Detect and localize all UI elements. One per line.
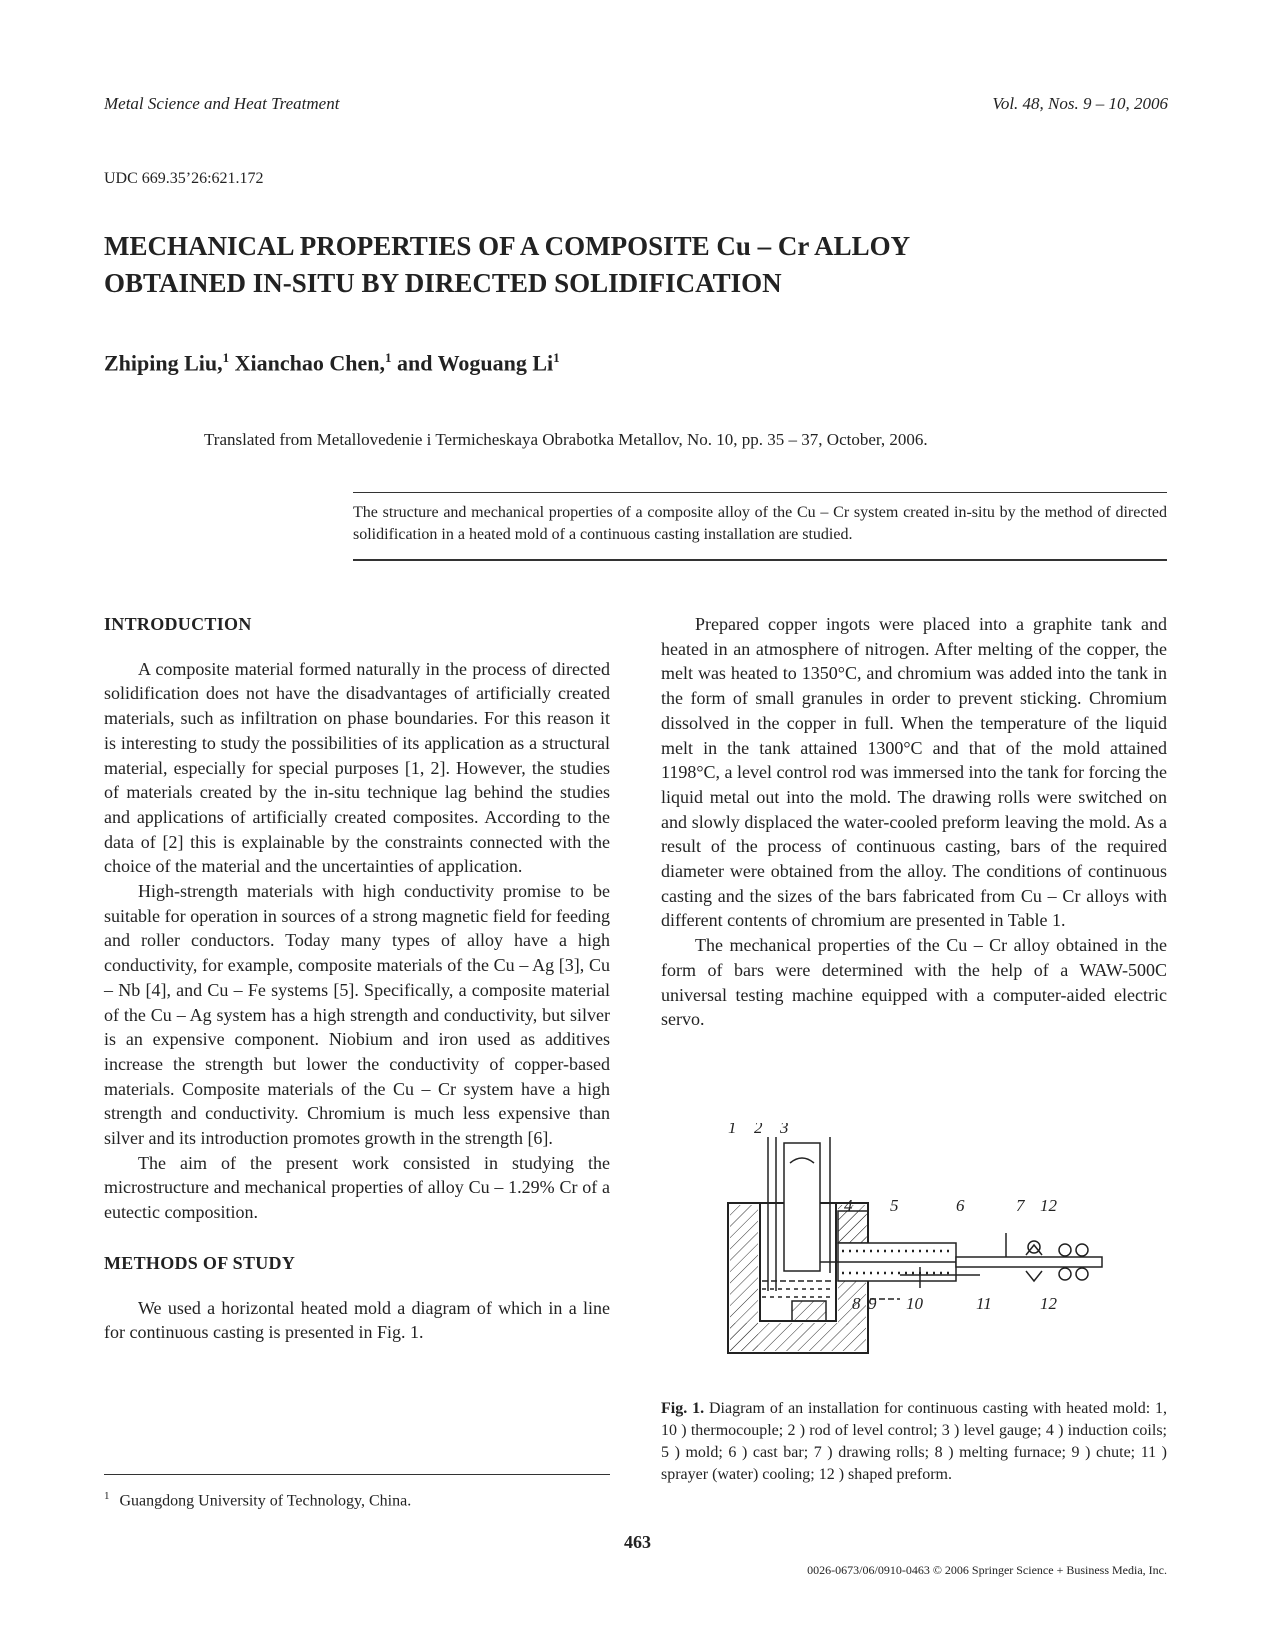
fig-label-3: 3 (780, 1123, 789, 1137)
author-1: Zhiping Liu, (104, 350, 223, 376)
title-line-2: OBTAINED IN-SITU BY DIRECTED SOLIDIFICATION (104, 268, 782, 298)
abstract: The structure and mechanical properties of a composite alloy of the Cu – Cr system created in-situ by the method of directed solidification in a heated mold of a continuous casting installation are studied. (353, 504, 1167, 543)
affiliation-mark: 1 (553, 350, 560, 365)
level-control-rod (784, 1143, 820, 1271)
affiliation-mark: 1 (222, 350, 230, 365)
author-list (104, 350, 560, 376)
intro-heading: INTRODUCTION (104, 614, 252, 634)
bottom-block (792, 1301, 826, 1321)
intro-paragraph-2: High-strength materials with high conductivity promise to be suitable for operation in sources of a strong magnetic field for feeding and roller conductors. Today many types of alloy have a high conductivity, for example, composite materials of the Cu – Ag [3], Cu – Nb [4], and Cu – Fe systems [5]. Specifically, a composite material of the Cu – Ag system has a high strength and conductivity, but silver is an expensive component. Niobium and iron used as additives increase the strength but lower the conductivity of copper-based materials. Composite materials of the Cu – Cr system have a high strength and conductivity. Chromium is much less expensive than silver and its introduction promotes growth in the strength [6]. (104, 881, 610, 1149)
drawing-roll-bottom-2 (1076, 1268, 1088, 1280)
caption-text: Diagram of an installation for continuous casting with heated mold: 1, 10 ) thermocouple; 2 ) rod of level control; 3 ) level gauge; 4 ) induction coils; 5 ) mold; 6 ) cast bar; 7 ) drawing rolls; 8 ) melting furnace; 9 ) chute; 11 ) sprayer (water) cooling; 12 ) shaped preform. (661, 1400, 1168, 1483)
fig-label-6: 6 (956, 1196, 965, 1215)
drawing-roll-top-2 (1076, 1244, 1088, 1256)
intro-paragraph-3: The aim of the present work consisted in studying the microstructure and mechanical properties of alloy Cu – 1.29% Cr of a eutectic composition. (104, 1152, 610, 1223)
fig-label-2: 2 (754, 1123, 763, 1137)
drawing-roll-top-1 (1059, 1244, 1071, 1256)
figure-1-diagram (720, 1123, 1120, 1378)
fig-label-8: 8 (852, 1294, 861, 1313)
translation-note: Translated from Metallovedenie i Termicheskaya Obrabotka Metallov, No. 10, pp. 35 – 37, October, 2006. (204, 430, 928, 449)
fig-label-10: 10 (906, 1294, 923, 1313)
fig-label-5: 5 (890, 1196, 899, 1215)
footnote-mark: 1 (104, 1490, 110, 1502)
footnote-rule (104, 1474, 610, 1475)
methods-paragraph-1: We used a horizontal heated mold a diagram of which in a line for continuous casting is presented in Fig. 1. (104, 1297, 610, 1343)
left-column (104, 612, 610, 1345)
fig-label-4: 4 (844, 1196, 853, 1215)
methods-heading: METHODS OF STUDY (104, 1252, 296, 1273)
drawing-roll-bottom-1 (1059, 1268, 1071, 1280)
fig-label-12-bottom: 12 (1040, 1294, 1057, 1313)
fig-label-9: 9 (868, 1294, 877, 1313)
cast-bar (956, 1257, 1102, 1267)
page-number: 463 (624, 1532, 651, 1552)
fig-label-12-top: 12 (1040, 1196, 1057, 1215)
udc-code: UDC 669.35’26:621.172 (104, 170, 264, 187)
paper-title (104, 228, 1104, 302)
intro-paragraph-1: A composite material formed naturally in the process of directed solidification does not have the disadvantages of artificially created materials, such as infiltration on phase boundaries. For this reason it is interesting to study the possibilities of its application as a structural material, especially for special purposes [1, 2]. However, the studies of materials created by the in-situ technique lag behind the studies and applications of artificially created composites. According to the data of [2] this is explainable by the constraints connected with the choice of the material and the uncertainties of application. (104, 658, 610, 877)
abstract-top-rule (353, 492, 1167, 493)
footnote (104, 1490, 411, 1510)
affiliation-mark: 1 (385, 350, 392, 365)
footnote-text: Guangdong University of Technology, China. (119, 1492, 412, 1510)
fig-label-11: 11 (976, 1294, 992, 1313)
journal-name: Metal Science and Heat Treatment (104, 94, 340, 113)
fig-label-7: 7 (1016, 1196, 1025, 1215)
volume-info: Vol. 48, Nos. 9 – 10, 2006 (992, 94, 1168, 113)
abstract-bottom-rule (353, 559, 1167, 561)
right-column (661, 612, 1167, 1032)
right-paragraph-2: The mechanical properties of the Cu – Cr alloy obtained in the form of bars were determined with the help of a WAW-500C universal testing machine equipped with a computer-aided electric servo. (661, 935, 1167, 1030)
author-2: Xianchao Chen, (234, 350, 385, 376)
mold-housing (838, 1211, 868, 1243)
fig-label-1: 1 (728, 1123, 737, 1137)
caption-label: Fig. 1. (661, 1400, 705, 1417)
author-3: and Woguang Li (397, 350, 554, 376)
furnace-hatch-bottom (730, 1323, 866, 1351)
title-line-1: MECHANICAL PROPERTIES OF A COMPOSITE Cu – Cr ALLOY (104, 231, 911, 261)
copyright-line: 0026-0673/06/0910-0463 © 2006 Springer Science + Business Media, Inc. (807, 1563, 1167, 1577)
figure-caption (661, 1398, 1167, 1486)
right-paragraph-1: Prepared copper ingots were placed into a graphite tank and heated in an atmosphere of nitrogen. After melting of the copper, the melt was heated to 1350°C, and chromium was added into the tank in the form of small granules in order to prevent sticking. Chromium dissolved in the copper in full. When the temperature of the liquid melt in the tank attained 1300°C and that of the mold attained 1198°C, a level control rod was immersed into the tank for forcing the liquid metal out into the mold. The drawing rolls were switched on and slowly displaced the water-cooled preform leaving the mold. As a result of the process of continuous casting, bars of the required diameter were obtained from the alloy. The conditions of continuous casting and the sizes of the bars fabricated from Cu – Cr alloys with different contents of chromium are presented in Table 1. (661, 614, 1167, 931)
